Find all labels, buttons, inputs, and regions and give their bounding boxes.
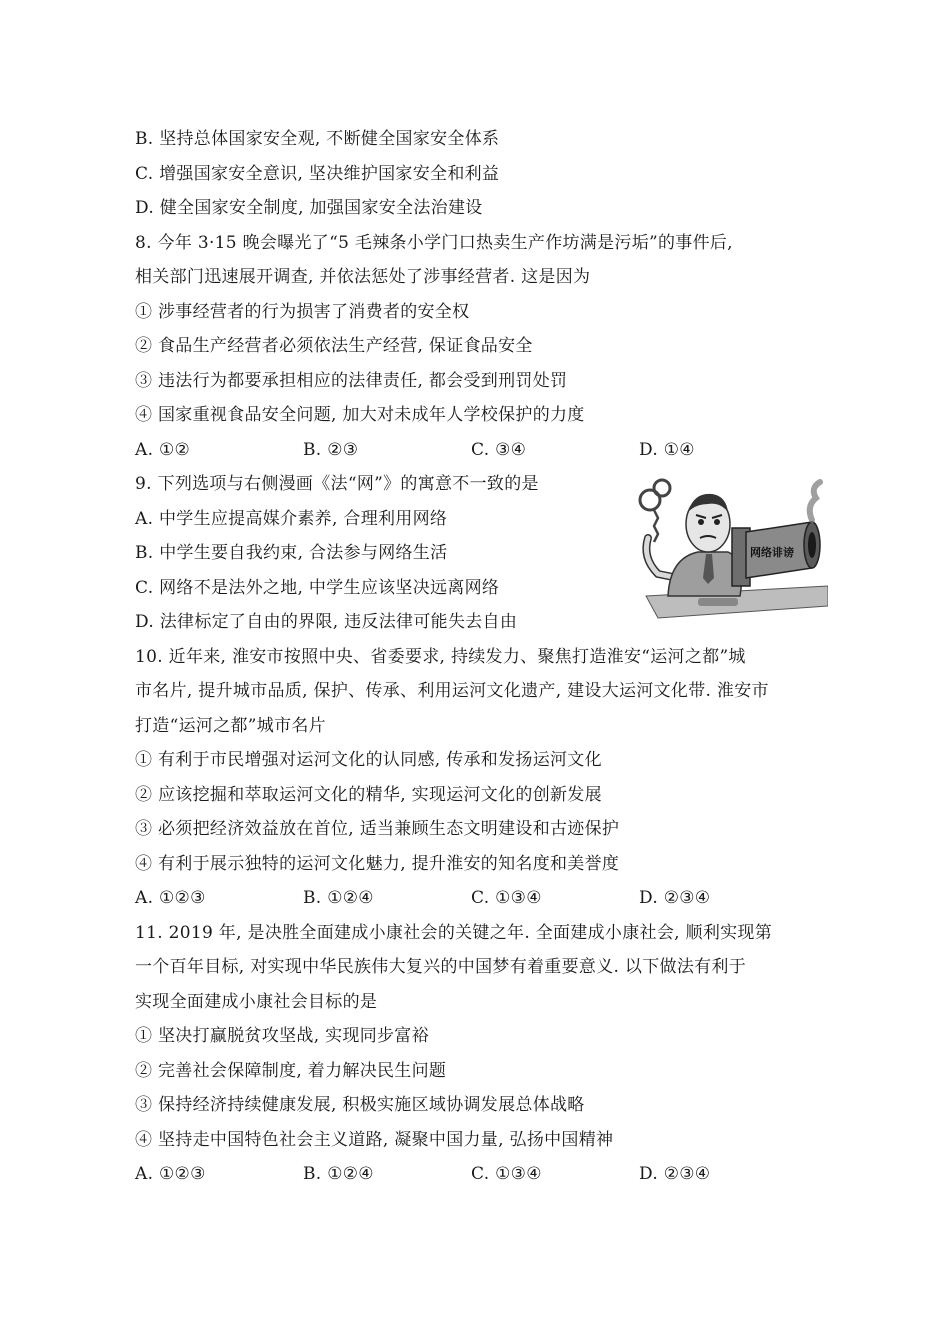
q9-option-c: C. 网络不是法外之地, 中学生应该坚决远离网络	[135, 577, 500, 598]
q10-statement: ③ 必须把经济效益放在首位, 适当兼顾生态文明建设和古迹保护	[135, 819, 620, 839]
q10-stem: 打造“运河之都”城市名片	[135, 715, 326, 736]
q8-statement: ③ 违法行为都要承担相应的法律责任, 都会受到刑罚处罚	[135, 370, 568, 391]
q7-option-b: B. 坚持总体国家安全观, 不断健全国家安全体系	[135, 129, 500, 149]
cartoon-law-net	[628, 478, 828, 620]
q11-stem: 一个百年目标, 对实现中华民族伟大复兴的中国梦有着重要意义. 以下做法有利于	[135, 957, 747, 977]
q8-stem: 相关部门迅速展开调查, 并依法惩处了涉事经营者. 这是因为	[135, 267, 591, 287]
q10-choice-a: A. ①②③	[135, 888, 206, 908]
q10-statement: ④ 有利于展示独特的运河文化魅力, 提升淮安的知名度和美誉度	[135, 853, 620, 874]
q8-statement: ② 食品生产经营者必须依法生产经营, 保证食品安全	[135, 336, 533, 356]
q7-option-d: D. 健全国家安全制度, 加强国家安全法治建设	[135, 198, 483, 218]
exam-page	[135, 122, 825, 1192]
q8-choices	[135, 433, 825, 468]
q10-choice-c: C. ①③④	[471, 888, 542, 908]
q11-statement: ③ 保持经济持续健康发展, 积极实施区域协调发展总体战略	[135, 1095, 585, 1115]
q11-statement: ④ 坚持走中国特色社会主义道路, 凝聚中国力量, 弘扬中国精神	[135, 1129, 614, 1150]
q11-statement: ② 完善社会保障制度, 着力解决民生问题	[135, 1060, 447, 1081]
q8-choice-c: C. ③④	[471, 439, 527, 460]
cartoon-label: 网络诽谤	[750, 546, 794, 559]
q8-stem: 8. 今年 3·15 晚会曝光了“5 毛辣条小学门口热卖生产作坊满是污垢”的事件后,	[135, 232, 733, 253]
handcuffs-icon	[640, 480, 670, 542]
q7-option-c: C. 增强国家安全意识, 坚决维护国家安全和利益	[135, 163, 500, 184]
q8-statement: ① 涉事经营者的行为损害了消费者的安全权	[135, 301, 470, 322]
q11-choice-b: B. ①②④	[303, 1164, 374, 1184]
q10-statement: ② 应该挖掘和萃取运河文化的精华, 实现运河文化的创新发展	[135, 784, 602, 805]
q9-option-d: D. 法律标定了自由的界限, 违反法律可能失去自由	[135, 612, 518, 632]
q8-choice-d: D. ①④	[639, 439, 695, 460]
q9-stem: 9. 下列选项与右侧漫画《法“网”》的寓意不一致的是	[135, 474, 539, 494]
q10-statement: ① 有利于市民增强对运河文化的认同感, 传承和发扬运河文化	[135, 750, 602, 770]
q10-stem: 市名片, 提升城市品质, 保护、传承、利用运河文化遗产, 建设大运河文化带. 淮安市	[135, 681, 769, 701]
q8-choice-a: A. ①②	[135, 439, 191, 460]
q9-option-a: A. 中学生应提高媒介素养, 合理利用网络	[135, 508, 448, 529]
q10-choice-b: B. ①②④	[303, 888, 374, 908]
q10-choices	[135, 881, 825, 916]
q10-stem: 10. 近年来, 淮安市按照中央、省委要求, 持续发力、聚焦打造淮安“运河之都”城	[135, 646, 746, 667]
q8-statement: ④ 国家重视食品安全问题, 加大对未成年人学校保护的力度	[135, 405, 585, 425]
q11-choice-c: C. ①③④	[471, 1164, 542, 1184]
q8-choice-b: B. ②③	[303, 439, 359, 460]
q11-stem: 实现全面建成小康社会目标的是	[135, 991, 378, 1012]
q11-choices	[135, 1157, 825, 1192]
q11-stem: 11. 2019 年, 是决胜全面建成小康社会的关键之年. 全面建成小康社会, 顺利实现第	[135, 922, 773, 943]
q10-choice-d: D. ②③④	[639, 888, 711, 908]
q9-option-b: B. 中学生要自我约束, 合法参与网络生活	[135, 543, 448, 563]
q11-choice-d: D. ②③④	[639, 1164, 711, 1184]
keyboard-icon	[698, 598, 738, 606]
computer-cannon-icon	[732, 482, 820, 586]
q11-statement: ① 坚决打赢脱贫攻坚战, 实现同步富裕	[135, 1026, 429, 1046]
q11-choice-a: A. ①②③	[135, 1164, 206, 1184]
